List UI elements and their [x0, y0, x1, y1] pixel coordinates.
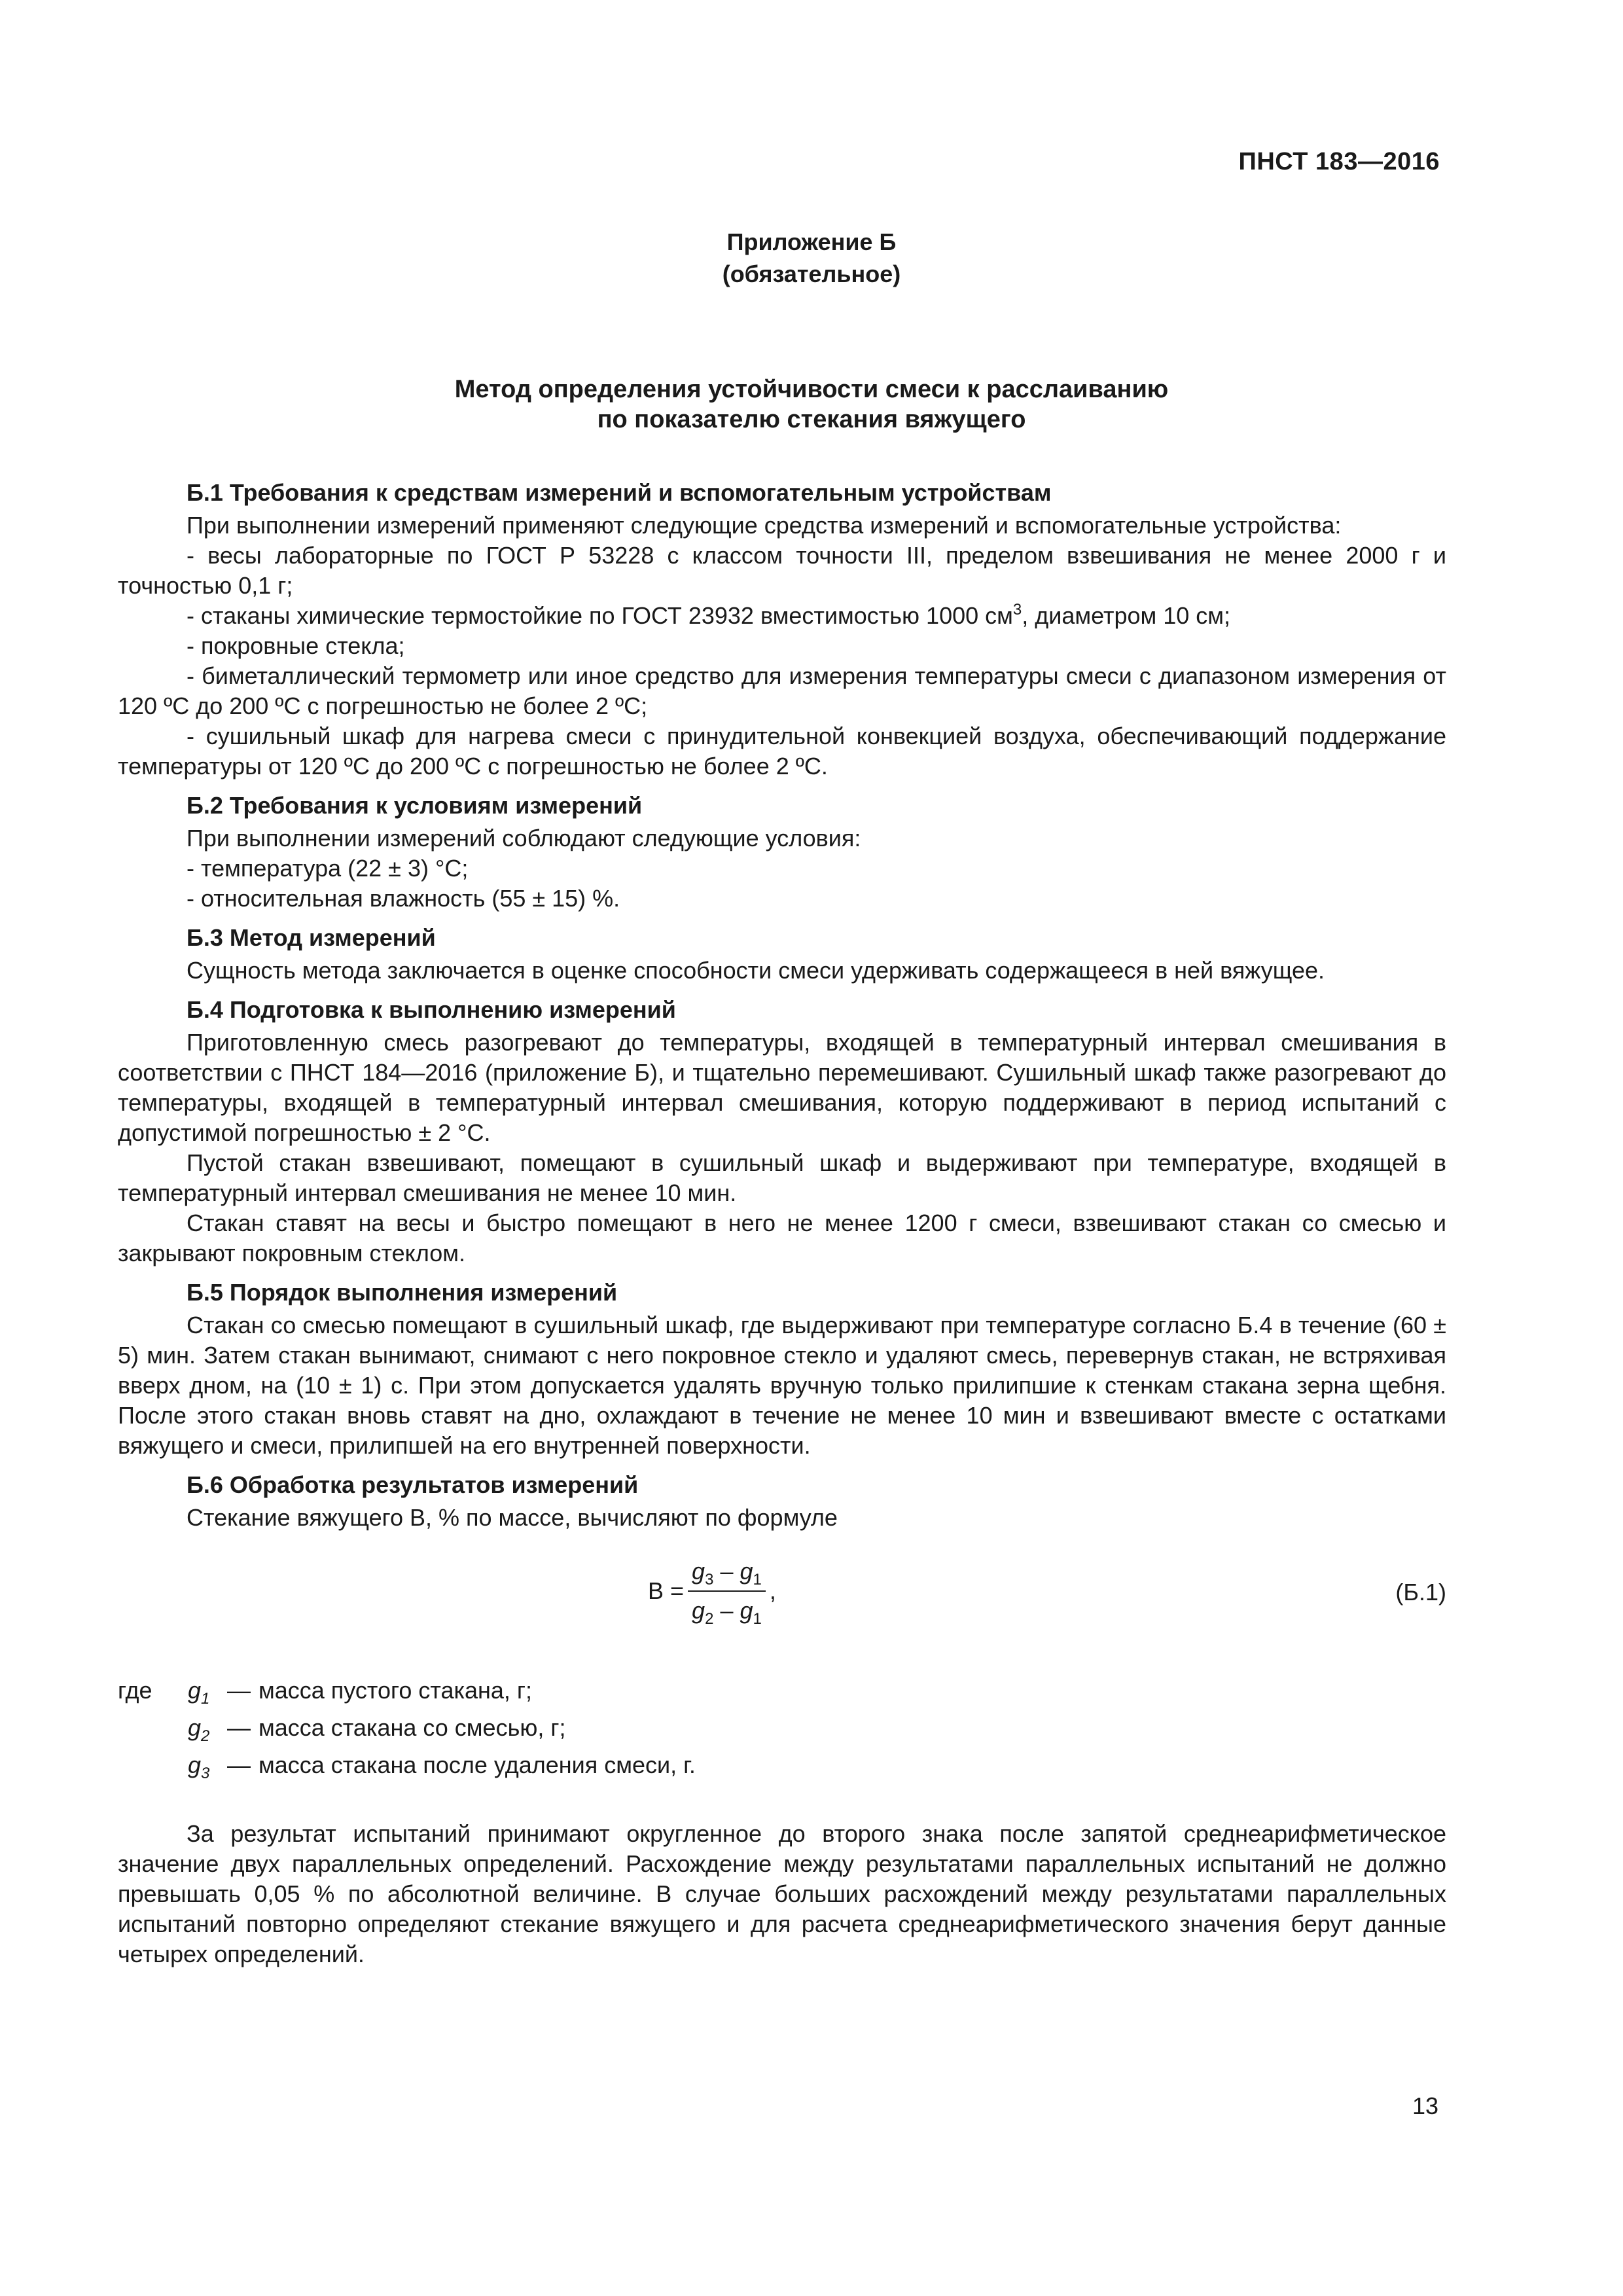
- variable-description: масса стакана со смесью, г;: [259, 1714, 566, 1741]
- variable-legend: [118, 1676, 1446, 1787]
- section-b4-paragraph-2: Пустой стакан взвешивают, помещают в сушильный шкаф и выдерживают при температуре, входящей в температурный интервал смешивания не менее 10 мин.: [118, 1149, 1446, 1206]
- section-b1-item-beakers: [118, 601, 1446, 631]
- formula-b1: [648, 1556, 776, 1626]
- formula-denominator: $g_2 - g_1$: [692, 1597, 762, 1628]
- section-b1-intro: При выполнении измерений применяют следующие средства измерений и вспомогательные устройства:: [187, 512, 1342, 539]
- appendix-status: (обязательное): [722, 260, 901, 287]
- method-title-line-1: Метод определения устойчивости смеси к расслаиванию: [454, 376, 1169, 403]
- section-b1-item-drying-oven: - сушильный шкаф для нагрева смеси с принудительной конвекцией воздуха, обеспечивающий поддержание температуры от 120 ºС до 200 ºС с погрешностью не более 2 ºС.: [118, 723, 1446, 780]
- section-b1-item-cover-glass: - покровные стекла;: [187, 632, 405, 659]
- document-body: [118, 478, 1446, 1969]
- formula-number: (Б.1): [1395, 1579, 1446, 1605]
- section-b1-item-scales: - весы лабораторные по ГОСТ Р 53228 с классом точности III, пределом взвешивания не менее 2000 г и точностью 0,1 г;: [118, 542, 1446, 599]
- section-b5-paragraph: Стакан со смесью помещают в сушильный шкаф, где выдерживают при температуре согласно Б.4 в течение (60 ± 5) мин. Затем стакан вынимают, снимают с него покровное стекло и удаляют смесь, перевернув стакан, не встряхивая вверх дном, на (10 ± 1) с. При этом допускается удалять вручную только прилипшие к стенкам стакана зерна щебня. После этого стакан вновь ставят на дно, охлаждают в течение не менее 10 мин и взвешивают вместе с остатками вяжущего и смеси, прилипшей на его внутренней поверхности.: [118, 1312, 1446, 1459]
- variable-row: [118, 1750, 1446, 1787]
- variable-description: масса пустого стакана, г;: [259, 1677, 533, 1704]
- formula-numerator: $g_3 - g_1$: [688, 1556, 766, 1592]
- section-b1-item-thermometer: - биметаллический термометр или иное средство для измерения температуры смеси с диапазоном измерения от 120 ºС до 200 ºС с погрешностью не более 2 ºС;: [118, 662, 1446, 719]
- page-number: 13: [1412, 2092, 1438, 2119]
- document-code: ПНСТ 183—2016: [1238, 148, 1440, 175]
- variable-row: [118, 1713, 1446, 1750]
- section-b4-paragraph-1: Приготовленную смесь разогревают до температуры, входящей в температурный интервал смешивания в соответствии с ПНСТ 184—2016 (приложение Б), и тщательно перемешивают. Сушильный шкаф также разогревают до температуры, входящей в температурный интервал смешивания, которую поддерживают в период испытаний с допустимой погрешностью ± 2 °С.: [118, 1029, 1446, 1146]
- variable-dash: —: [227, 1677, 251, 1704]
- beakers-text-tail: , диаметром 10 см;: [1022, 602, 1231, 629]
- formula-tail: ,: [769, 1577, 776, 1604]
- method-title: [0, 374, 1623, 435]
- variable-dash: —: [227, 1751, 251, 1778]
- section-b6-heading: Б.6 Обработка результатов измерений: [187, 1471, 639, 1498]
- section-b2-intro: При выполнении измерений соблюдают следующие условия:: [187, 825, 861, 852]
- variable-description: масса стакана после удаления смеси, г.: [259, 1751, 696, 1778]
- formula-lhs: В =: [648, 1577, 685, 1604]
- section-b2-item-temperature: - температура (22 ± 3) °С;: [187, 855, 469, 882]
- cubic-superscript: 3: [1012, 601, 1022, 619]
- section-b1-heading: Б.1 Требования к средствам измерений и вспомогательным устройствам: [187, 479, 1052, 506]
- section-b5-heading: Б.5 Порядок выполнения измерений: [187, 1279, 618, 1306]
- variable-dash: —: [227, 1714, 251, 1741]
- section-b6-paragraph-2: За результат испытаний принимают округленное до второго знака после запятой среднеарифметическое значение двух параллельных определений. Расхождение между результатами параллельных испытаний не должно превышать 0,05 % по абсолютной величине. В случае больших расхождений между результатами параллельных испытаний повторно определяют стекание вяжущего и для расчета среднеарифметического значения берут данные четырех определений.: [118, 1820, 1446, 1967]
- section-b2-item-humidity: - относительная влажность (55 ± 15) %.: [187, 885, 620, 912]
- appendix-heading: [0, 226, 1623, 290]
- section-b3-paragraph: Сущность метода заключается в оценке способности смеси удерживать содержащееся в ней вяжущее.: [187, 957, 1325, 984]
- section-b2-heading: Б.2 Требования к условиям измерений: [187, 792, 643, 819]
- section-b3-heading: Б.3 Метод измерений: [187, 924, 436, 951]
- section-b4-heading: Б.4 Подготовка к выполнению измерений: [187, 996, 676, 1023]
- appendix-title: Приложение Б: [726, 228, 897, 255]
- section-b4-paragraph-3: Стакан ставят на весы и быстро помещают в него не менее 1200 г смеси, взвешивают стакан со смесью и закрывают покровным стеклом.: [118, 1210, 1446, 1266]
- variable-symbol: $g_2$: [188, 1714, 210, 1745]
- beakers-text: - стаканы химические термостойкие по ГОСТ 23932 вместимостью 1000 см: [187, 602, 1013, 629]
- where-label: где: [118, 1677, 152, 1704]
- variable-symbol: $g_1$: [188, 1677, 210, 1708]
- variable-symbol: $g_3$: [188, 1751, 210, 1782]
- section-b6-paragraph-1: Стекание вяжущего В, % по массе, вычисляют по формуле: [187, 1504, 838, 1531]
- method-title-line-2: по показателю стекания вяжущего: [597, 406, 1026, 433]
- formula-block: [118, 1551, 1446, 1656]
- formula-fraction: [688, 1556, 766, 1626]
- variable-row: [118, 1676, 1446, 1713]
